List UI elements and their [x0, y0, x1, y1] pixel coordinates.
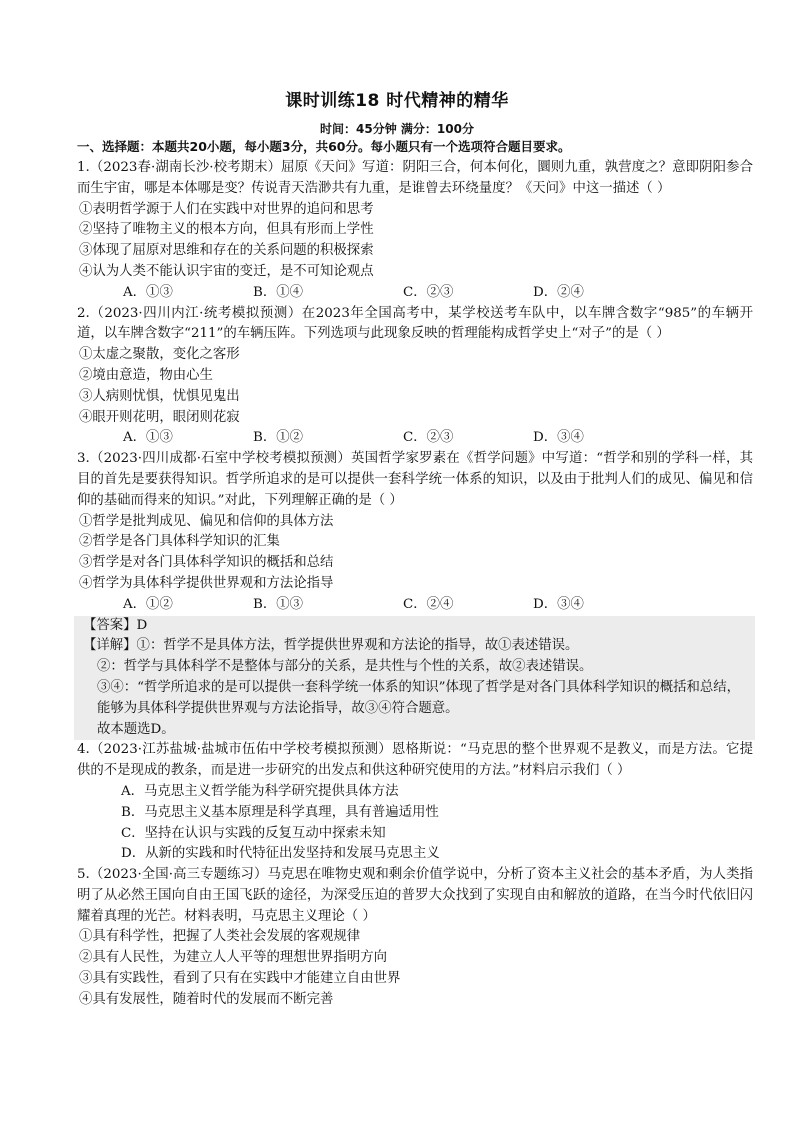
question-5: [77, 865, 753, 1011]
options-row: [123, 428, 753, 449]
option-b: B．①②: [253, 430, 304, 446]
statement-2: ②具有人民性，为建立人人平等的理想世界指明方向: [79, 950, 387, 966]
exam-meta: 时间：45分钟 满分：100分: [320, 122, 474, 136]
option-a: A．①③: [123, 430, 173, 446]
statement-4: ④眼开则花明，眼闭则花寂: [79, 409, 240, 425]
option-c: C．②③: [403, 430, 454, 446]
detail-line-2: ②：哲学与具体科学不是整体与部分的关系，是共性与个性的关系，故②表述错误。: [97, 659, 593, 675]
question-stem: 2.（2023·四川内江·统考模拟预测）在2023年全国高考中，某学校送考车队中，以车牌含数字“985”的车辆开道，以车牌含数字“211”的车辆压阵。下列选项与此现象反映的哲理能构成哲学史上“对子”的是（ ）: [77, 305, 753, 342]
detail-line-3: ③④：“哲学所追求的是可以提供一套科学统一体系的知识”体现了哲学是对各门具体科学知识的概括和总结，能够为具体科学提供世界观与方法论指导，故③④符合题意。: [97, 679, 741, 716]
options-row: [123, 283, 753, 304]
question-3: [77, 449, 753, 740]
section-heading: 一、选择题：本题共20小题，每小题3分，共60分。每小题只有一个选项符合题目要求。: [77, 139, 571, 154]
question-1: [77, 158, 753, 304]
question-2: [77, 304, 753, 450]
statement-1: ①太虚之聚散，变化之客形: [79, 347, 240, 363]
questions: [77, 158, 753, 1011]
statement-3: ③哲学是对各门具体科学知识的概括和总结: [79, 555, 334, 571]
option-c: C．②③: [403, 284, 454, 300]
question-stem: 3.（2023·四川成都·石室中学校考模拟预测）英国哲学家罗素在《哲学问题》中写道：“哲学和别的学科一样，其目的首先是要获得知识。哲学所追求的是可以提供一套科学统一体系的知识，以及由于批判人们的成见、偏见和信仰的基础而得来的知识。”对此，下列理解正确的是（ ）: [77, 451, 753, 508]
statement-2: ②境由意造，物由心生: [79, 367, 213, 383]
option-c: C．坚持在认识与实践的反复互动中探索未知: [121, 825, 386, 841]
statement-3: ③人病则忧惧，忧惧见鬼出: [79, 388, 240, 404]
option-a: A．①②: [123, 596, 173, 612]
detail-line-1: 【详解】①：哲学不是具体方法，哲学提供世界观和方法论的指导，故①表述错误。: [83, 638, 579, 654]
statement-2: ②哲学是各门具体科学知识的汇集: [79, 534, 280, 550]
detail-line-4: 故本题选D。: [97, 721, 175, 737]
option-d: D．③④: [533, 430, 584, 446]
statement-4: ④哲学为具体科学提供世界观和方法论指导: [79, 575, 334, 591]
option-a: A．马克思主义哲学能为科学研究提供具体方法: [121, 783, 399, 799]
page-title: 课时训练18 时代精神的精华: [285, 91, 509, 111]
statement-1: ①哲学是批判成见、偏见和信仰的具体方法: [79, 513, 334, 529]
options-row: [123, 595, 753, 616]
answer-key: 【答案】D: [83, 617, 148, 633]
question-stem: 4.（2023·江苏盐城·盐城市伍佑中学校考模拟预测）恩格斯说：“马克思的整个世界观不是教义，而是方法。它提供的不是现成的教条，而是进一步研究的出发点和供这种研究使用的方法。”材料启示我们（ ）: [77, 742, 753, 779]
option-d: D．②④: [533, 284, 584, 300]
question-stem: 5.（2023·全国·高三专题练习）马克思在唯物史观和剩余价值学说中，分析了资本主义社会的基本矛盾，为人类指明了从必然王国向自由王国飞跃的途径，为深受压迫的普罗大众找到了实现自由和解放的道路，在当今时代依旧闪耀着真理的光芒。材料表明，马克思主义理论（ ）: [77, 867, 753, 924]
option-b: B．马克思主义基本原理是科学真理，具有普遍适用性: [121, 804, 439, 820]
option-a: A．①③: [123, 284, 173, 300]
statement-3: ③体现了屈原对思维和存在的关系问题的积极探索: [79, 243, 374, 259]
statement-4: ④具有发展性，随着时代的发展而不断完善: [79, 991, 334, 1007]
statement-3: ③具有实践性，看到了只有在实践中才能建立自由世界: [79, 971, 401, 987]
statement-1: ①具有科学性，把握了人类社会发展的客观规律: [79, 929, 361, 945]
option-c: C．②④: [403, 596, 454, 612]
statement-2: ②坚持了唯物主义的根本方向，但具有形而上学性: [79, 222, 374, 238]
option-d: D．③④: [533, 596, 584, 612]
statement-4: ④认为人类不能认识宇宙的变迁，是不可知论观点: [79, 263, 374, 279]
option-b: B．①④: [253, 284, 304, 300]
statement-1: ①表明哲学源于人们在实践中对世界的追问和思考: [79, 201, 374, 217]
option-b: B．①③: [253, 596, 304, 612]
answer-explanation: [74, 616, 755, 741]
question-4: [77, 740, 753, 865]
option-d: D．从新的实践和时代特征出发坚持和发展马克思主义: [121, 846, 440, 862]
question-stem: 1.（2023春·湖南长沙·校考期末）屈原《天问》写道：阴阳三合，何本何化，圜则九重，孰营度之？意即阴阳参合而生宇宙，哪是本体哪是变？传说青天浩渺共有九重，是谁曾去环绕量度？《天问》中这一描述（ ）: [77, 160, 753, 196]
